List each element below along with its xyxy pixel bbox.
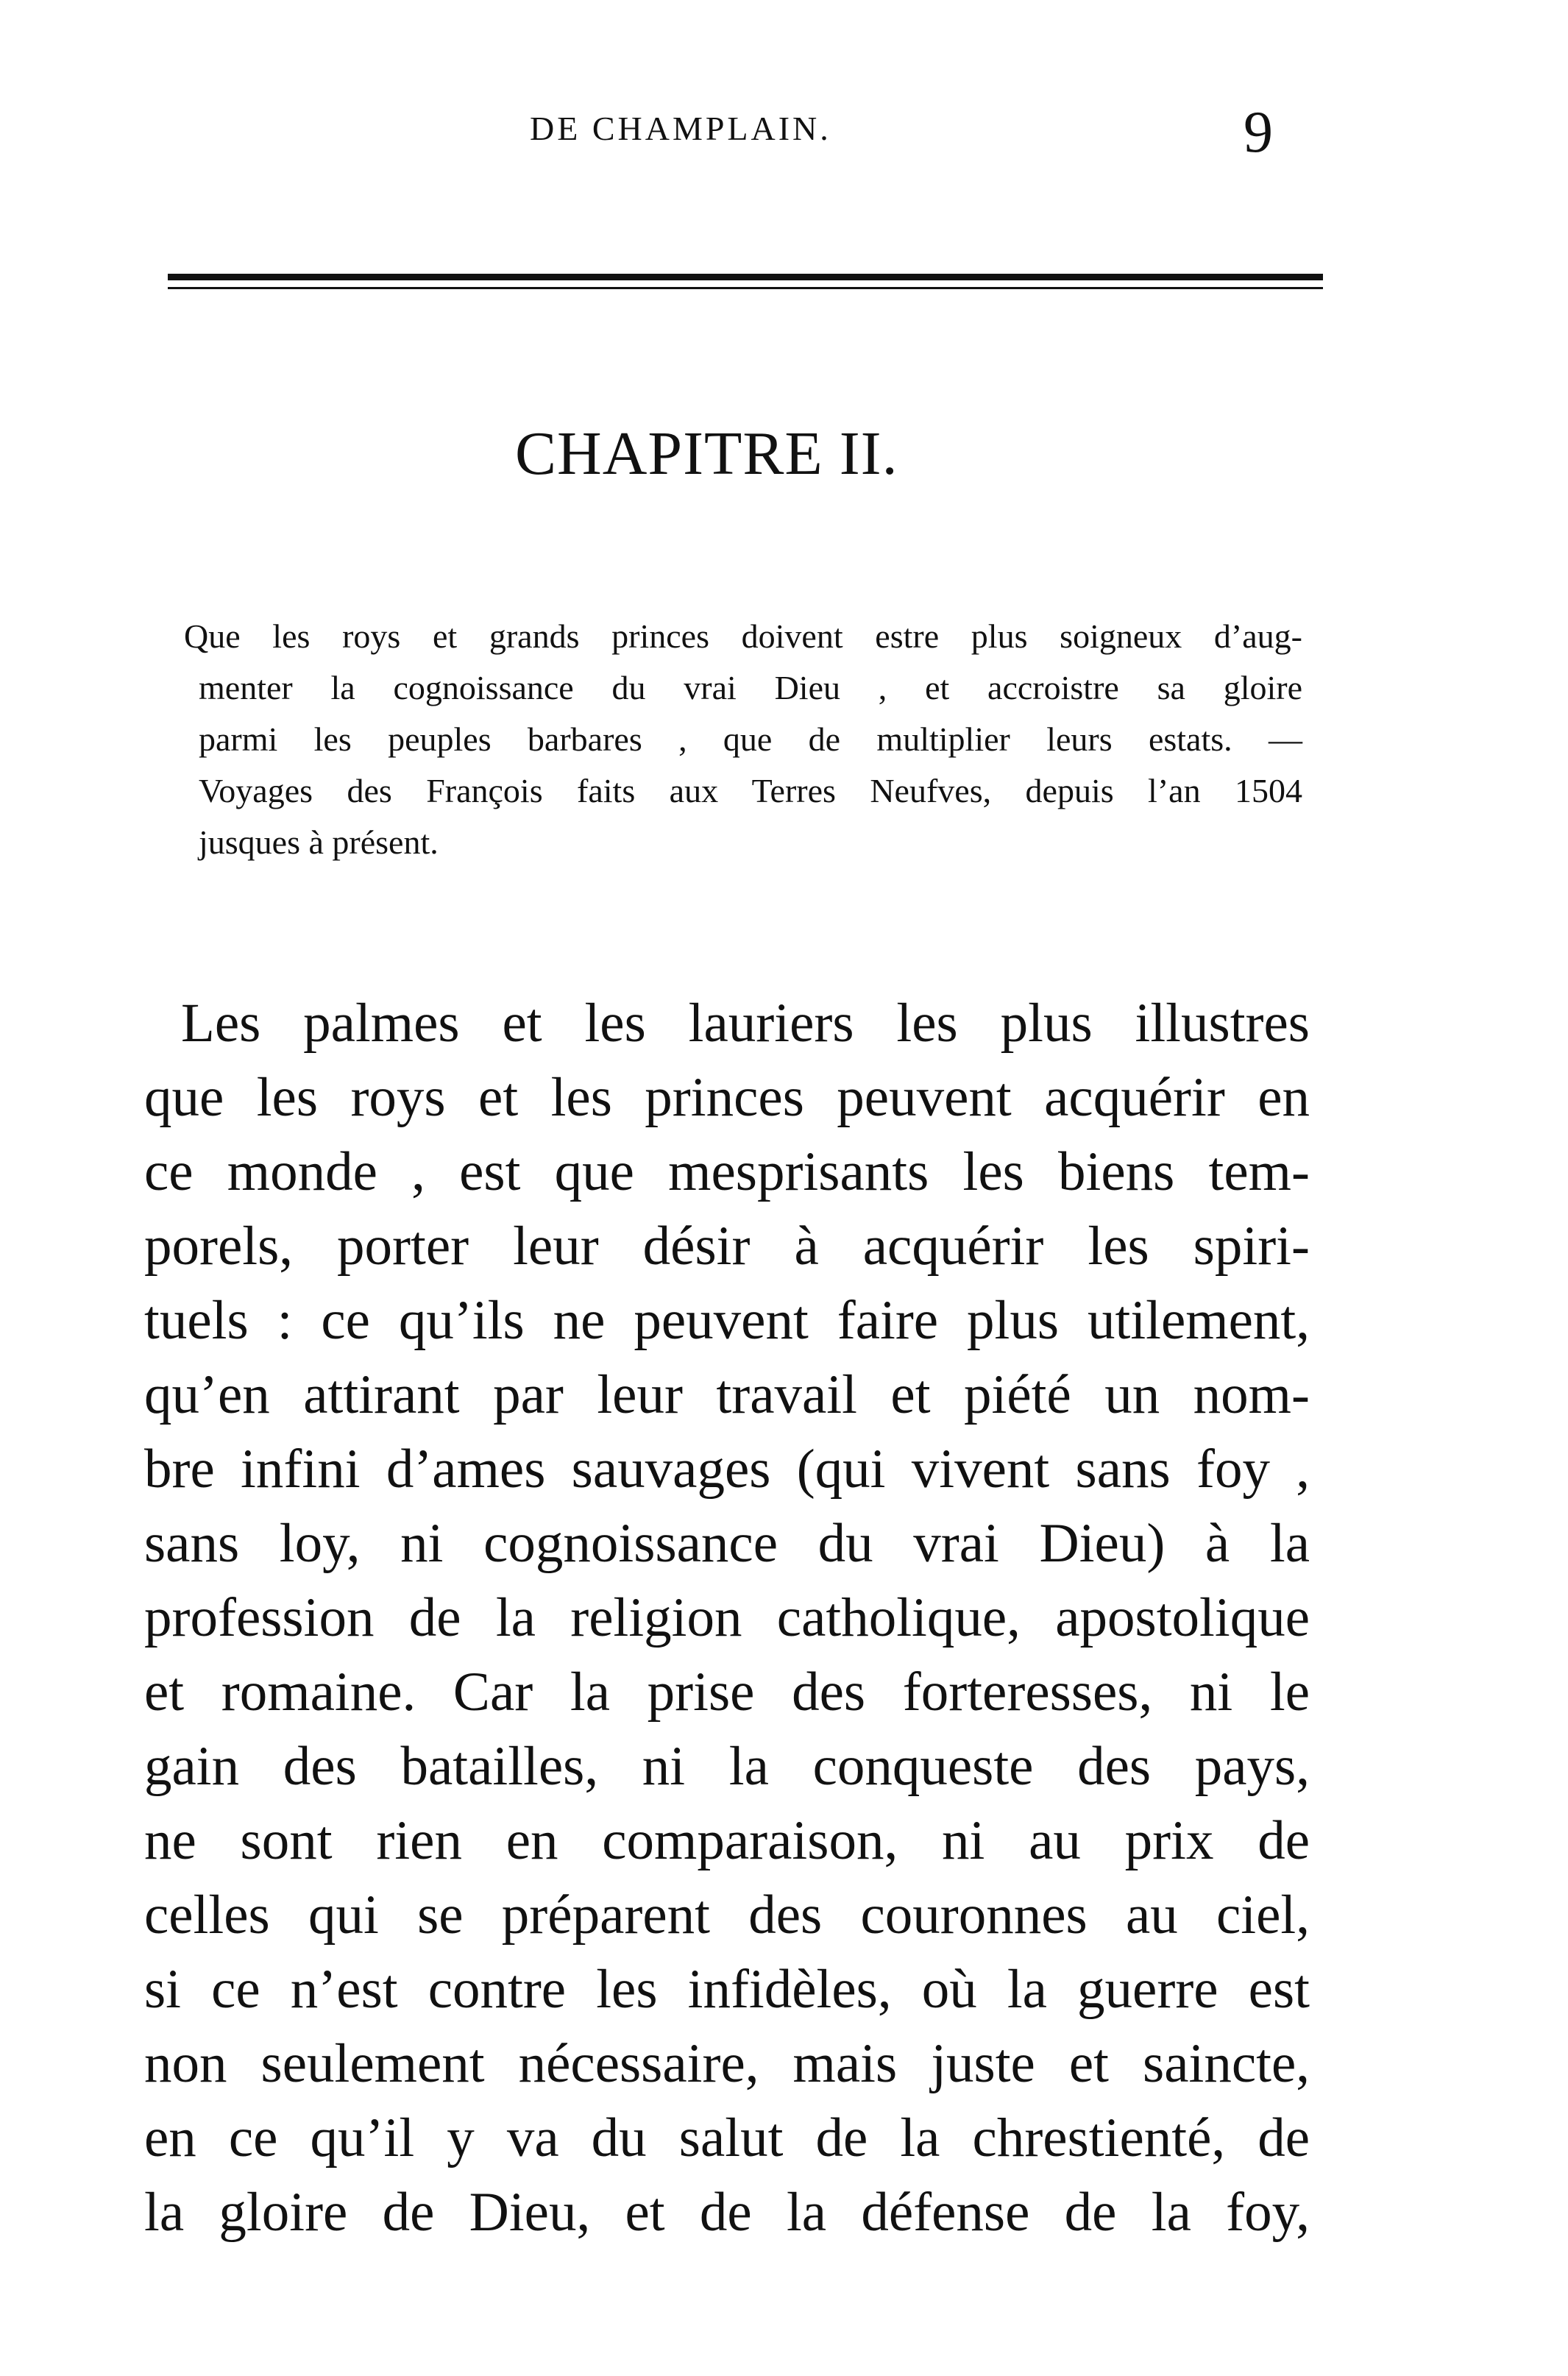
- body-line: porels, porter leur désir à acquérir les spiri-: [144, 1216, 1310, 1277]
- summary-line: jusques à présent.: [199, 823, 439, 861]
- running-title: DE CHAMPLAIN.: [530, 110, 831, 147]
- body-line: la gloire de Dieu, et de la défense de la foy,: [144, 2182, 1310, 2243]
- body-line: Les palmes et les lauriers les plus illustres: [181, 993, 1310, 1054]
- body-line: ce monde , est que mesprisants les biens tem-: [144, 1141, 1310, 1202]
- page-number: 9: [1244, 100, 1273, 165]
- summary-line: parmi les peuples barbares , que de multiplier leurs estats. —: [199, 720, 1302, 758]
- body-line: si ce n’est contre les infidèles, où la guerre est: [144, 1959, 1310, 2020]
- header-rule-thin: [168, 287, 1323, 289]
- body-line: ne sont rien en comparaison, ni au prix de: [144, 1810, 1310, 1871]
- body-line: et romaine. Car la prise des forteresses, ni le: [144, 1662, 1310, 1723]
- summary-line: Que les roys et grands princes doivent estre plus soigneux d’aug-: [184, 617, 1302, 655]
- body-line: bre infini d’ames sauvages (qui vivent sans foy ,: [144, 1439, 1310, 1500]
- body-line: qu’en attirant par leur travail et piété un nom-: [144, 1364, 1310, 1425]
- header-rule-thick: [168, 274, 1323, 280]
- body-paragraph: [144, 986, 1310, 2249]
- summary-line: menter la cognoissance du vrai Dieu , et accroistre sa gloire: [199, 669, 1302, 706]
- body-line: profession de la religion catholique, apostolique: [144, 1587, 1310, 1648]
- body-line: tuels : ce qu’ils ne peuvent faire plus utilement,: [144, 1290, 1310, 1351]
- body-line: gain des batailles, ni la conqueste des pays,: [144, 1736, 1310, 1797]
- body-line: sans loy, ni cognoissance du vrai Dieu) à la: [144, 1513, 1310, 1574]
- body-line: en ce qu’il y va du salut de la chrestienté, de: [144, 2107, 1310, 2168]
- summary-line: Voyages des François faits aux Terres Neufves, depuis l’an 1504: [199, 772, 1302, 809]
- body-line: non seulement nécessaire, mais juste et saincte,: [144, 2033, 1310, 2094]
- chapter-summary: [184, 611, 1302, 868]
- body-line: que les roys et les princes peuvent acquérir en: [144, 1067, 1310, 1128]
- body-line: celles qui se préparent des couronnes au ciel,: [144, 1884, 1310, 1946]
- chapter-title: CHAPITRE II.: [515, 419, 898, 488]
